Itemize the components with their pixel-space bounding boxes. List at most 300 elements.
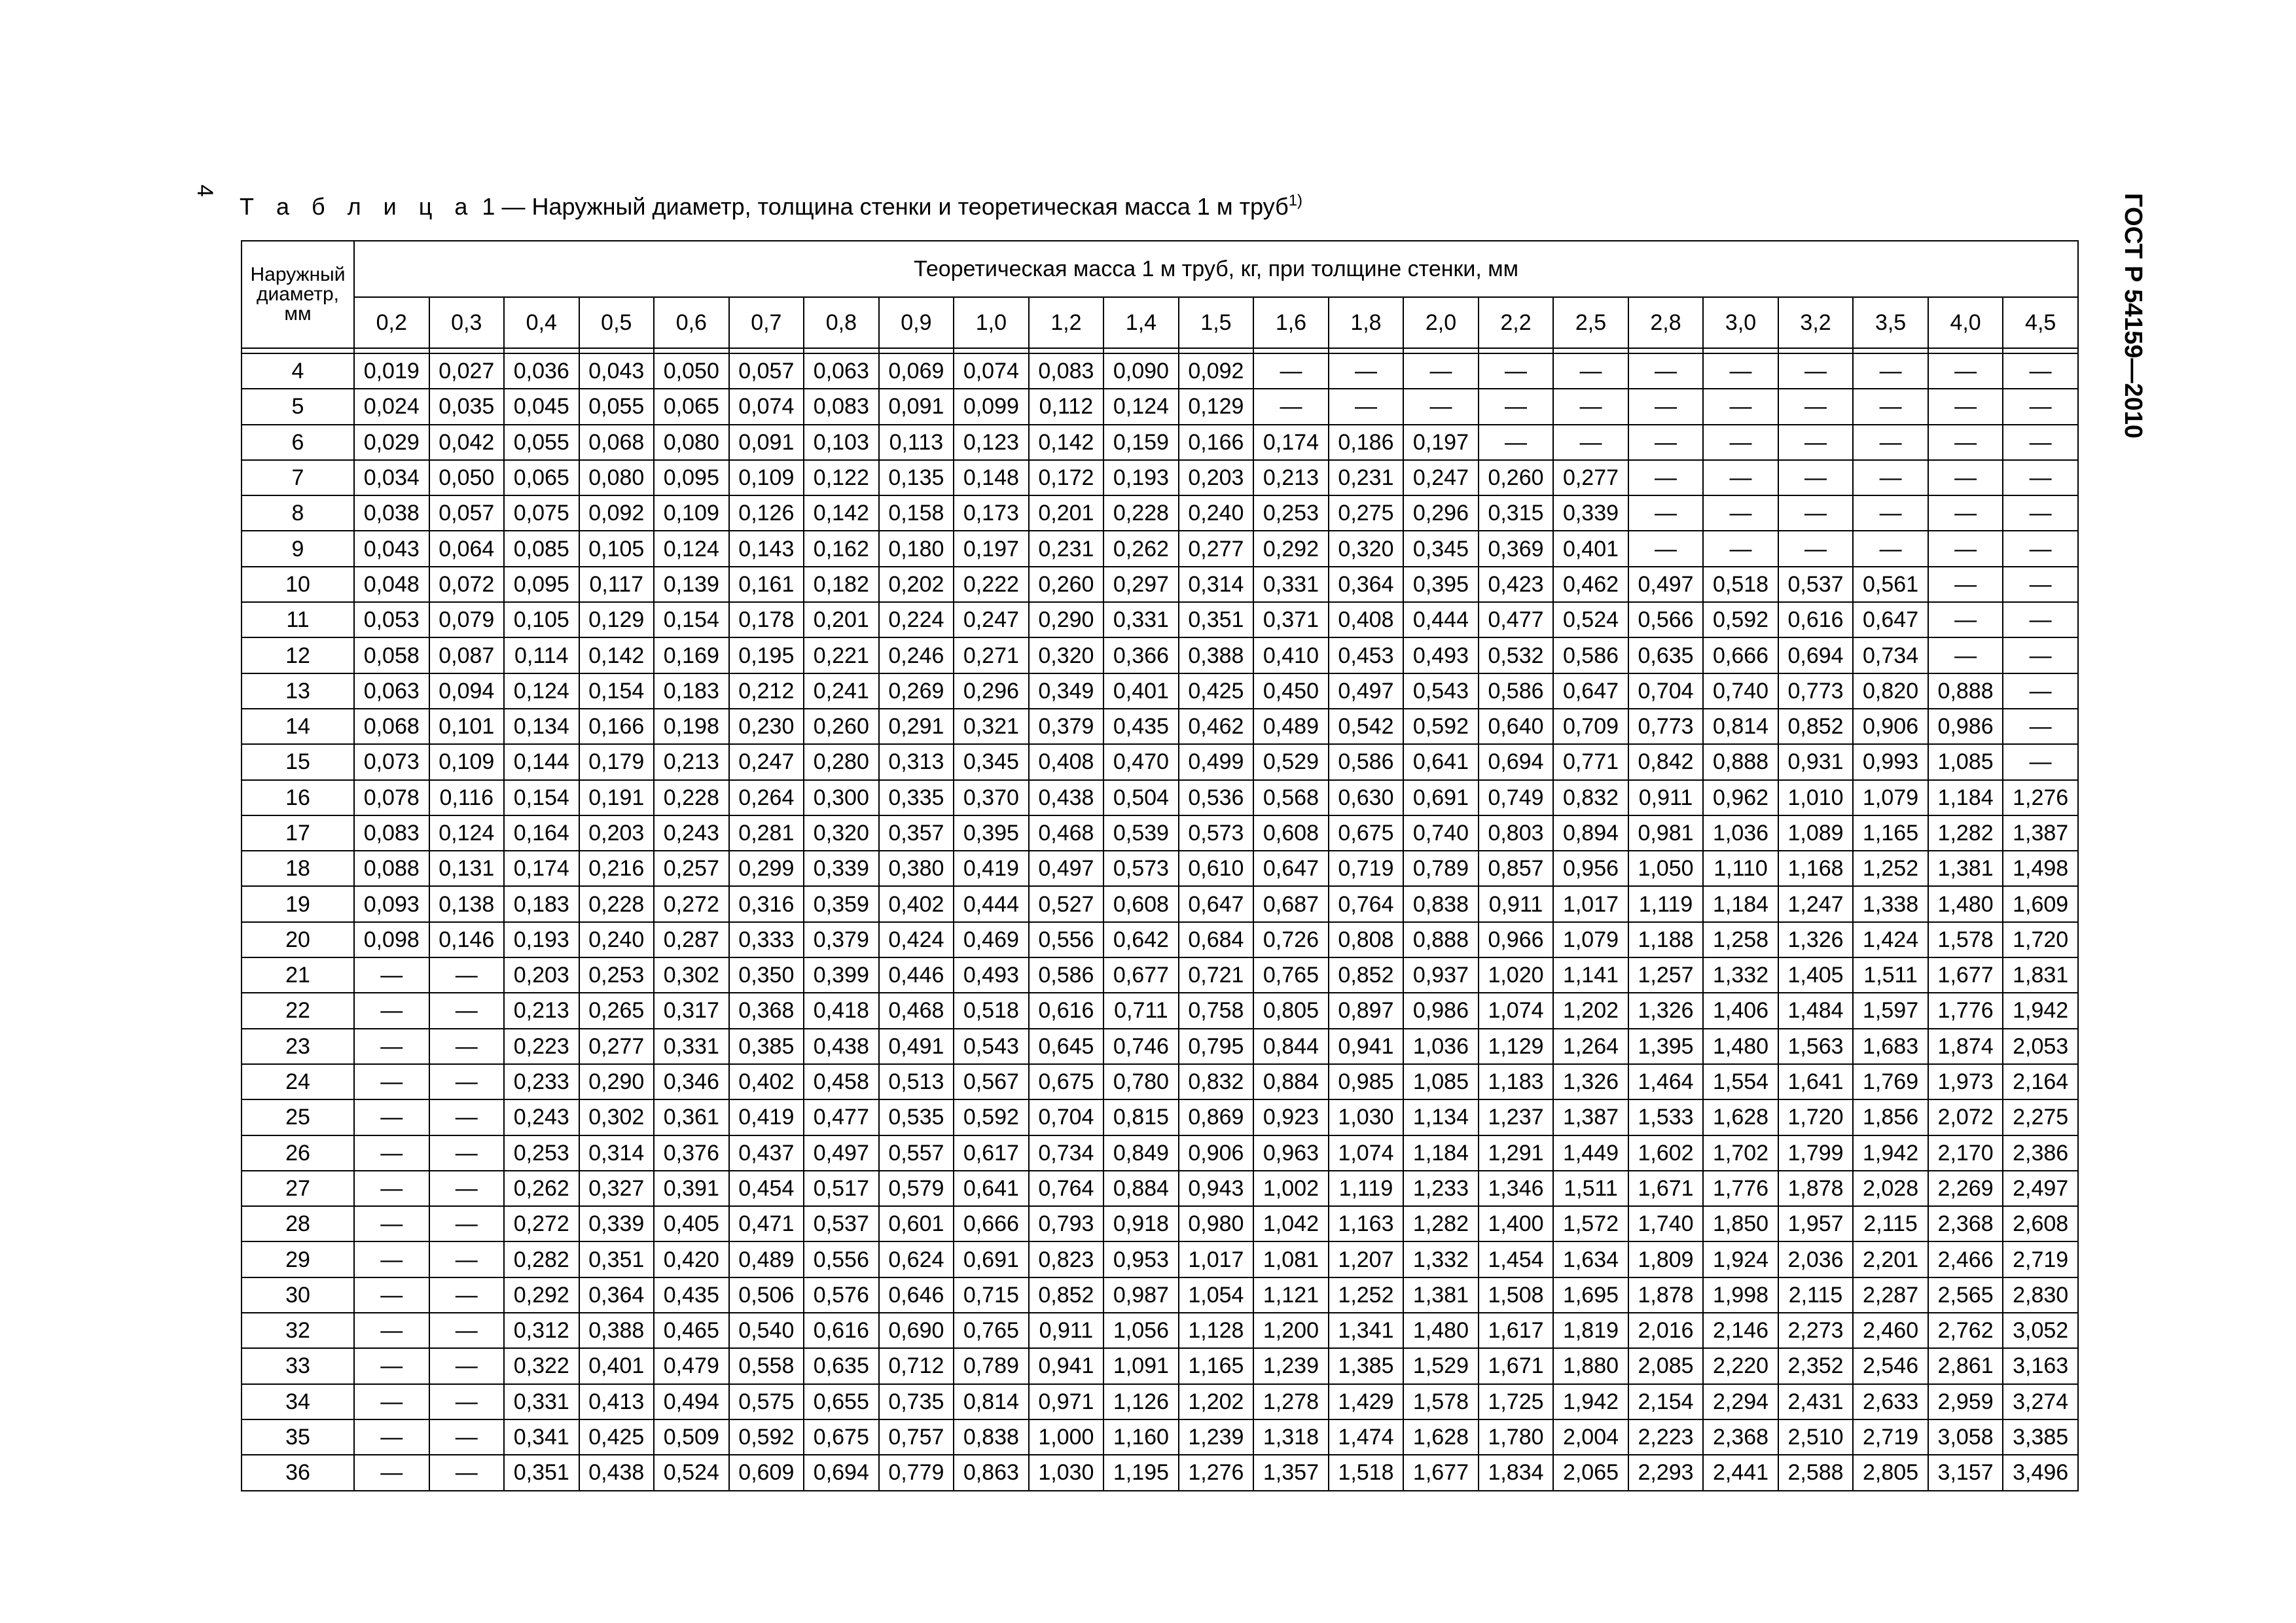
mass-cell: 1,831	[2003, 957, 2078, 993]
mass-cell: —	[2003, 353, 2078, 389]
mass-cell: 0,350	[729, 957, 804, 993]
mass-cell: 2,762	[1928, 1313, 2003, 1348]
table-row	[242, 1171, 2078, 1206]
mass-cell: 0,709	[1553, 709, 1628, 744]
mass-cell: 0,918	[1103, 1206, 1179, 1241]
page-number: 4	[192, 185, 217, 197]
mass-cell: 0,911	[1479, 886, 1554, 921]
mass-cell: 1,474	[1329, 1419, 1404, 1455]
diameter-cell: 12	[242, 637, 354, 673]
mass-cell: 0,247	[954, 602, 1029, 637]
mass-cell: 0,143	[729, 531, 804, 566]
mass-cell: —	[1628, 389, 1704, 424]
mass-cell: 2,036	[1778, 1241, 1854, 1277]
mass-cell: 0,647	[1553, 673, 1628, 709]
mass-cell: 0,135	[879, 460, 954, 495]
mass-cell: 0,092	[579, 495, 655, 531]
mass-cell: 0,068	[354, 709, 429, 744]
mass-cell: 1,578	[1928, 922, 2003, 957]
table-row	[242, 353, 2078, 389]
mass-cell: 0,941	[1029, 1348, 1104, 1383]
mass-cell: 1,998	[1703, 1277, 1778, 1313]
mass-cell: 0,183	[504, 886, 579, 921]
mass-cell: —	[1928, 389, 2003, 424]
diameter-cell: 4	[242, 353, 354, 389]
mass-cell: 0,231	[1029, 531, 1104, 566]
mass-cell: 0,053	[354, 602, 429, 637]
mass-cell: 1,074	[1329, 1135, 1404, 1171]
mass-cell: 1,282	[1403, 1206, 1479, 1241]
mass-cell: 0,610	[1179, 851, 1254, 886]
mass-cell: 0,178	[729, 602, 804, 637]
mass-cell: 0,345	[1403, 531, 1479, 566]
mass-cell: 0,164	[504, 815, 579, 851]
mass-cell: —	[354, 1064, 429, 1099]
mass-cell: 2,287	[1853, 1277, 1928, 1313]
thickness-header: 1,4	[1103, 297, 1179, 348]
mass-cell: 0,019	[354, 353, 429, 389]
mass-cell: —	[1778, 531, 1854, 566]
mass-cell: 0,444	[1403, 602, 1479, 637]
mass-cell: 2,466	[1928, 1241, 2003, 1277]
table-row	[242, 602, 2078, 637]
mass-cell: 0,124	[654, 531, 729, 566]
diameter-cell: 18	[242, 851, 354, 886]
mass-cell: —	[1628, 495, 1704, 531]
mass-cell: 1,973	[1928, 1064, 2003, 1099]
mass-cell: 0,726	[1253, 922, 1329, 957]
mass-cell: 1,168	[1778, 851, 1854, 886]
mass-cell: 1,809	[1628, 1241, 1704, 1277]
mass-cell: 0,050	[429, 460, 505, 495]
mass-cell: 0,691	[1403, 780, 1479, 815]
mass-cell: —	[354, 1241, 429, 1277]
mass-cell: 0,540	[729, 1313, 804, 1348]
mass-cell: 1,878	[1628, 1277, 1704, 1313]
mass-cell: 0,438	[1029, 780, 1104, 815]
mass-cell: 0,884	[1103, 1171, 1179, 1206]
mass-cell: 0,556	[804, 1241, 879, 1277]
mass-cell: 0,351	[504, 1455, 579, 1490]
diameter-cell: 21	[242, 957, 354, 993]
table-row	[242, 1241, 2078, 1277]
mass-cell: 0,764	[1329, 886, 1404, 921]
table-row	[242, 495, 2078, 531]
mass-cell: 0,493	[954, 957, 1029, 993]
diameter-cell: 15	[242, 744, 354, 779]
mass-cell: 0,161	[729, 567, 804, 602]
mass-cell: 0,240	[579, 922, 655, 957]
separator-cell	[1329, 348, 1404, 353]
thickness-header: 2,8	[1628, 297, 1704, 348]
mass-cell: 1,134	[1403, 1099, 1479, 1135]
mass-cell: 1,597	[1853, 993, 1928, 1028]
table-row	[242, 1419, 2078, 1455]
mass-cell: 0,773	[1778, 673, 1854, 709]
mass-cell: 0,331	[504, 1384, 579, 1419]
mass-cell: 0,131	[429, 851, 505, 886]
mass-cell: 0,953	[1103, 1241, 1179, 1277]
mass-cell: 0,224	[879, 602, 954, 637]
mass-cell: 0,247	[1403, 460, 1479, 495]
mass-cell: 1,000	[1029, 1419, 1104, 1455]
mass-cell: —	[354, 1099, 429, 1135]
mass-cell: 0,814	[954, 1384, 1029, 1419]
mass-cell: 0,154	[654, 602, 729, 637]
mass-cell: 0,408	[1329, 602, 1404, 637]
mass-cell: 0,402	[879, 886, 954, 921]
mass-cell: 0,112	[1029, 389, 1104, 424]
mass-cell: 0,193	[504, 922, 579, 957]
mass-cell: 1,183	[1479, 1064, 1554, 1099]
thickness-header: 2,0	[1403, 297, 1479, 348]
mass-cell: 0,091	[879, 389, 954, 424]
mass-cell: 0,401	[1553, 531, 1628, 566]
mass-cell: 0,179	[579, 744, 655, 779]
mass-cell: —	[1703, 389, 1778, 424]
mass-cell: 1,002	[1253, 1171, 1329, 1206]
caption-number: 1	[482, 193, 495, 220]
mass-cell: 0,327	[579, 1171, 655, 1206]
mass-cell: 0,083	[354, 815, 429, 851]
diameter-cell: 26	[242, 1135, 354, 1171]
mass-cell: 0,364	[1329, 567, 1404, 602]
mass-cell: 2,170	[1928, 1135, 2003, 1171]
mass-cell: 0,391	[654, 1171, 729, 1206]
mass-cell: 0,479	[654, 1348, 729, 1383]
mass-cell: 1,332	[1703, 957, 1778, 993]
mass-cell: 0,401	[1103, 673, 1179, 709]
mass-cell: 0,694	[804, 1455, 879, 1490]
mass-cell: 0,036	[504, 353, 579, 389]
mass-cell: 0,369	[1479, 531, 1554, 566]
mass-cell: 0,815	[1103, 1099, 1179, 1135]
mass-cell: —	[354, 1419, 429, 1455]
mass-cell: 2,608	[2003, 1206, 2078, 1241]
mass-cell: 2,223	[1628, 1419, 1704, 1455]
mass-cell: 0,159	[1103, 425, 1179, 460]
mass-cell: 0,962	[1703, 780, 1778, 815]
mass-cell: 0,609	[729, 1455, 804, 1490]
mass-cell: 0,272	[654, 886, 729, 921]
mass-cell: 1,357	[1253, 1455, 1329, 1490]
mass-cell: 1,276	[1179, 1455, 1254, 1490]
mass-cell: 0,213	[504, 993, 579, 1028]
mass-cell: 0,687	[1253, 886, 1329, 921]
mass-cell: 1,671	[1628, 1171, 1704, 1206]
mass-cell: 0,072	[429, 567, 505, 602]
mass-cell: —	[1703, 531, 1778, 566]
mass-cell: 0,331	[654, 1029, 729, 1064]
mass-cell: 0,116	[429, 780, 505, 815]
mass-cell: 0,182	[804, 567, 879, 602]
diameter-cell: 35	[242, 1419, 354, 1455]
mass-cell: 0,395	[954, 815, 1029, 851]
mass-cell: 0,852	[1029, 1277, 1104, 1313]
mass-cell: 2,273	[1778, 1313, 1854, 1348]
table-row	[242, 1099, 2078, 1135]
mass-cell: 0,468	[1029, 815, 1104, 851]
mass-cell: 0,315	[1479, 495, 1554, 531]
mass-cell: —	[429, 1348, 505, 1383]
mass-cell: 1,202	[1553, 993, 1628, 1028]
separator-cell	[579, 348, 655, 353]
mass-cell: 0,080	[654, 425, 729, 460]
mass-cell: 0,335	[879, 780, 954, 815]
mass-cell: —	[354, 1313, 429, 1348]
mass-cell: 0,257	[654, 851, 729, 886]
table-row	[242, 922, 2078, 957]
mass-cell: 0,704	[1628, 673, 1704, 709]
mass-cell: 0,869	[1179, 1099, 1254, 1135]
mass-cell: 1,529	[1403, 1348, 1479, 1383]
mass-cell: 0,124	[504, 673, 579, 709]
mass-cell: —	[1778, 425, 1854, 460]
mass-cell: 0,228	[579, 886, 655, 921]
mass-cell: 2,510	[1778, 1419, 1854, 1455]
mass-cell: —	[429, 1029, 505, 1064]
mass-cell: 0,231	[1329, 460, 1404, 495]
mass-cell: 0,253	[579, 957, 655, 993]
mass-cell: 0,275	[1329, 495, 1404, 531]
mass-cell: 0,172	[1029, 460, 1104, 495]
mass-cell: —	[354, 1171, 429, 1206]
mass-cell: 0,645	[1029, 1029, 1104, 1064]
mass-cell: 0,069	[879, 353, 954, 389]
separator-cell	[1553, 348, 1628, 353]
mass-cell: 0,808	[1329, 922, 1404, 957]
mass-cell: 1,126	[1103, 1384, 1179, 1419]
mass-cell: 0,129	[1179, 389, 1254, 424]
mass-cell: —	[354, 1029, 429, 1064]
mass-cell: 1,776	[1928, 993, 2003, 1028]
mass-cell: 1,079	[1553, 922, 1628, 957]
mass-cell: —	[1853, 389, 1928, 424]
mass-cell: 0,057	[429, 495, 505, 531]
mass-cell: 0,424	[879, 922, 954, 957]
mass-cell: 0,142	[579, 637, 655, 673]
mass-cell: 0,567	[954, 1064, 1029, 1099]
mass-cell: 2,368	[1928, 1206, 2003, 1241]
mass-cell: 0,863	[954, 1455, 1029, 1490]
mass-cell: —	[429, 993, 505, 1028]
mass-cell: 3,274	[2003, 1384, 2078, 1419]
mass-header: Теоретическая масса 1 м труб, кг, при толщине стенки, мм	[354, 241, 2078, 297]
mass-cell: 0,981	[1628, 815, 1704, 851]
mass-cell: 1,400	[1479, 1206, 1554, 1241]
mass-cell: 0,126	[729, 495, 804, 531]
mass-cell: 1,318	[1253, 1419, 1329, 1455]
caption-prefix: Т а б л и ц а	[240, 193, 476, 220]
mass-cell: 0,162	[804, 531, 879, 566]
mass-cell: 2,368	[1703, 1419, 1778, 1455]
mass-cell: 0,351	[579, 1241, 655, 1277]
diameter-cell: 7	[242, 460, 354, 495]
mass-cell: —	[1479, 425, 1554, 460]
mass-cell: 0,253	[504, 1135, 579, 1171]
mass-cell: 0,264	[729, 780, 804, 815]
mass-cell: 0,543	[954, 1029, 1029, 1064]
mass-cell: 0,462	[1179, 709, 1254, 744]
thickness-header: 1,2	[1029, 297, 1104, 348]
mass-cell: 1,880	[1553, 1348, 1628, 1383]
mass-cell: 0,491	[879, 1029, 954, 1064]
mass-cell: —	[1853, 531, 1928, 566]
mass-cell: —	[429, 1064, 505, 1099]
mass-cell: 0,114	[504, 637, 579, 673]
mass-cell: 0,746	[1103, 1029, 1179, 1064]
table-row	[242, 1206, 2078, 1241]
mass-cell: 0,539	[1103, 815, 1179, 851]
mass-cell: 2,959	[1928, 1384, 2003, 1419]
mass-cell: 1,609	[2003, 886, 2078, 921]
table-row	[242, 425, 2078, 460]
mass-cell: 0,092	[1179, 353, 1254, 389]
mass-cell: 0,734	[1853, 637, 1928, 673]
mass-cell: 0,272	[504, 1206, 579, 1241]
table-row	[242, 1384, 2078, 1419]
diameter-cell: 23	[242, 1029, 354, 1064]
table-row	[242, 673, 2078, 709]
mass-cell: 0,789	[954, 1348, 1029, 1383]
mass-cell: 1,237	[1479, 1099, 1554, 1135]
mass-cell: 2,072	[1928, 1099, 2003, 1135]
mass-cell: 0,105	[579, 531, 655, 566]
mass-cell: 0,213	[1253, 460, 1329, 495]
mass-cell: 3,385	[2003, 1419, 2078, 1455]
mass-cell: 0,233	[504, 1064, 579, 1099]
mass-cell: 0,757	[879, 1419, 954, 1455]
mass-cell: 0,814	[1703, 709, 1778, 744]
mass-cell: 0,640	[1479, 709, 1554, 744]
mass-cell: 1,578	[1403, 1384, 1479, 1419]
mass-cell: 1,387	[2003, 815, 2078, 851]
mass-cell: 0,986	[1403, 993, 1479, 1028]
table-row	[242, 851, 2078, 886]
mass-cell: 0,074	[954, 353, 1029, 389]
mass-cell: 1,554	[1703, 1064, 1778, 1099]
mass-cell: 0,321	[954, 709, 1029, 744]
mass-cell: —	[1329, 353, 1404, 389]
table-row	[242, 389, 2078, 424]
mass-cell: 0,537	[1778, 567, 1854, 602]
mass-cell: 1,110	[1703, 851, 1778, 886]
mass-cell: 0,937	[1403, 957, 1479, 993]
mass-cell: 1,017	[1553, 886, 1628, 921]
mass-cell: 1,429	[1329, 1384, 1404, 1419]
mass-cell: —	[2003, 709, 2078, 744]
mass-cell: 0,675	[1029, 1064, 1104, 1099]
mass-cell: 2,004	[1553, 1419, 1628, 1455]
mass-cell: 0,050	[654, 353, 729, 389]
mass-cell: 0,971	[1029, 1384, 1104, 1419]
mass-cell: 0,852	[1329, 957, 1404, 993]
mass-cell: 0,093	[354, 886, 429, 921]
mass-cell: 0,313	[879, 744, 954, 779]
mass-cell: 0,413	[579, 1384, 655, 1419]
mass-cell: 0,139	[654, 567, 729, 602]
mass-cell: 0,666	[1703, 637, 1778, 673]
mass-cell: 0,201	[804, 602, 879, 637]
mass-cell: 0,166	[1179, 425, 1254, 460]
mass-cell: 1,332	[1403, 1241, 1479, 1277]
mass-cell: 0,735	[879, 1384, 954, 1419]
mass-cell: 1,079	[1853, 780, 1928, 815]
mass-cell: 1,258	[1703, 922, 1778, 957]
mass-cell: —	[1479, 353, 1554, 389]
mass-cell: 0,450	[1253, 673, 1329, 709]
mass-cell: —	[1253, 353, 1329, 389]
mass-cell: 2,269	[1928, 1171, 2003, 1206]
mass-cell: 1,628	[1703, 1099, 1778, 1135]
mass-cell: 0,339	[1553, 495, 1628, 531]
mass-cell: 0,228	[1103, 495, 1179, 531]
mass-cell: 0,146	[429, 922, 505, 957]
mass-cell: —	[429, 1419, 505, 1455]
mass-cell: 0,712	[879, 1348, 954, 1383]
mass-cell: 0,616	[1778, 602, 1854, 637]
thickness-header: 2,2	[1479, 297, 1554, 348]
mass-cell: 0,418	[804, 993, 879, 1028]
separator-cell	[1778, 348, 1854, 353]
mass-cell: 0,849	[1103, 1135, 1179, 1171]
mass-cell: 0,183	[654, 673, 729, 709]
mass-cell: 0,174	[1253, 425, 1329, 460]
mass-cell: 0,592	[1703, 602, 1778, 637]
mass-cell: 1,740	[1628, 1206, 1704, 1241]
mass-cell: 0,296	[1403, 495, 1479, 531]
mass-cell: 1,406	[1703, 993, 1778, 1028]
mass-cell: 1,326	[1553, 1064, 1628, 1099]
mass-cell: 1,480	[1928, 886, 2003, 921]
mass-cell: 0,684	[1179, 922, 1254, 957]
mass-cell: 2,352	[1778, 1348, 1854, 1383]
mass-cell: 1,387	[1553, 1099, 1628, 1135]
thickness-header: 0,5	[579, 297, 655, 348]
diameter-cell: 22	[242, 993, 354, 1028]
mass-cell: 0,832	[1179, 1064, 1254, 1099]
separator-cell	[1179, 348, 1254, 353]
mass-cell: 1,141	[1553, 957, 1628, 993]
diameter-cell: 34	[242, 1384, 354, 1419]
mass-cell: 0,532	[1479, 637, 1554, 673]
mass-cell: 1,207	[1329, 1241, 1404, 1277]
diameter-cell: 28	[242, 1206, 354, 1241]
mass-cell: 0,079	[429, 602, 505, 637]
mass-cell: 0,068	[579, 425, 655, 460]
mass-cell: 1,942	[1553, 1384, 1628, 1419]
diameter-cell: 9	[242, 531, 354, 566]
mass-cell: 0,197	[1403, 425, 1479, 460]
mass-cell: 0,537	[804, 1206, 879, 1241]
mass-cell: 1,081	[1253, 1241, 1329, 1277]
mass-cell: 1,200	[1253, 1313, 1329, 1348]
mass-cell: 1,085	[1403, 1064, 1479, 1099]
mass-cell: 0,561	[1853, 567, 1928, 602]
mass-cell: 0,803	[1479, 815, 1554, 851]
mass-cell: 1,184	[1703, 886, 1778, 921]
mass-cell: 0,101	[429, 709, 505, 744]
mass-cell: 0,292	[1253, 531, 1329, 566]
mass-cell: —	[1703, 353, 1778, 389]
mass-cell: 0,142	[1029, 425, 1104, 460]
mass-cell: 0,075	[504, 495, 579, 531]
mass-cell: 1,165	[1853, 815, 1928, 851]
mass-cell: 0,838	[1403, 886, 1479, 921]
mass-cell: —	[354, 957, 429, 993]
mass-cell: 1,278	[1253, 1384, 1329, 1419]
mass-cell: 1,671	[1479, 1348, 1554, 1383]
